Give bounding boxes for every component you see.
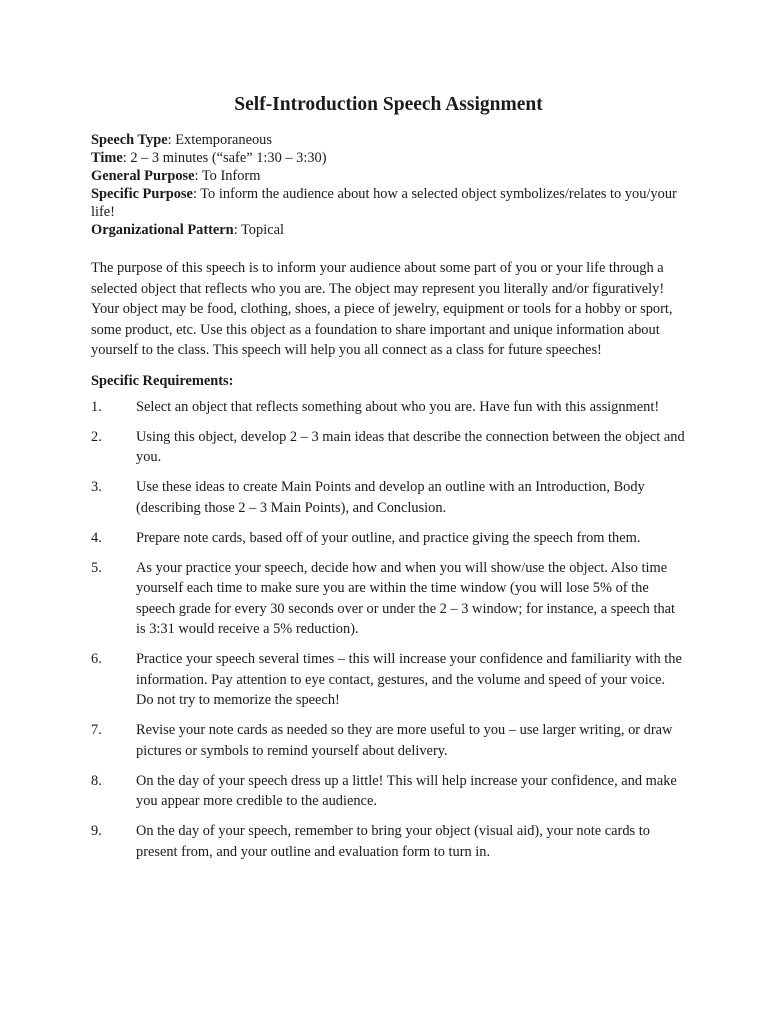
list-item-text: On the day of your speech, remember to bring your object (visual aid), your note cards to present from, and your outline and evaluation form to turn in. [136, 823, 650, 860]
list-item-number: 3. [91, 479, 102, 495]
organizational-pattern-value: : Topical [233, 222, 284, 238]
specific-purpose-value: : To inform the audience about how a selected object symbolizes/relates to you/your life! [91, 186, 677, 220]
specific-purpose-label: Specific Purpose [91, 186, 193, 202]
list-item-number: 6. [91, 651, 102, 667]
time-value: : 2 – 3 minutes (“safe” 1:30 – 3:30) [122, 150, 327, 166]
intro-paragraph: The purpose of this speech is to inform your audience about some part of you or your life through a selected object that reflects who you are. The object may represent you literally and/or figuratively! Your object may be food, clothing, shoes, a piece of jewelry, equipment or tools for a hobby or sport, some product, etc. Use this object as a foundation to share important and unique information about yourself to the class. This speech will help you all connect as a class for future speeches! [91, 260, 673, 358]
list-item-number: 9. [91, 823, 102, 839]
list-item-text: As your practice your speech, decide how and when you will show/use the object. Also time yourself each time to make sure you are within the time window (you will lose 5% of the speech grade for every 30 seconds over or under the 2 – 3 window; for instance, a speech that is 3:31 would receive a 5% reduction). [136, 559, 676, 637]
list-item [91, 558, 686, 640]
list-item [91, 427, 686, 468]
requirements-heading: Specific Requirements: [91, 372, 234, 389]
list-item-number: 7. [91, 722, 102, 738]
list-item [91, 821, 686, 862]
general-purpose-line [91, 167, 686, 185]
requirements-list [91, 397, 686, 863]
list-item-number: 2. [91, 428, 102, 445]
list-item-text: Practice your speech several times – this will increase your confidence and familiarity with the information. Pay attention to eye contact, gestures, and the volume and speed of your voice. Do not try to memorize the speech! [136, 651, 682, 708]
list-item [91, 771, 686, 812]
list-item-text: Select an object that reflects something about who you are. Have fun with this assignment! [136, 398, 660, 415]
organizational-pattern-label: Organizational Pattern [91, 222, 234, 238]
list-item [91, 720, 686, 761]
assignment-details [91, 131, 686, 239]
list-item-text: Using this object, develop 2 – 3 main ideas that describe the connection between the object and you. [136, 428, 685, 465]
list-item [91, 528, 686, 549]
time-label: Time [91, 150, 123, 166]
time-line [91, 149, 686, 167]
speech-type-line [91, 131, 686, 149]
speech-type-label: Speech Type [91, 132, 168, 148]
document-page [91, 92, 686, 872]
list-item-number: 5. [91, 559, 102, 576]
list-item-text: Revise your note cards as needed so they are more useful to you – use larger writing, or draw pictures or symbols to remind yourself about delivery. [136, 722, 673, 759]
list-item [91, 397, 686, 418]
document-title: Self-Introduction Speech Assignment [234, 94, 543, 115]
general-purpose-label: General Purpose [91, 168, 195, 184]
speech-type-value: : Extemporaneous [167, 132, 272, 148]
list-item-number: 8. [91, 772, 102, 789]
list-item [91, 477, 686, 518]
specific-purpose-line [91, 185, 686, 221]
list-item [91, 649, 686, 711]
organizational-pattern-line [91, 221, 686, 239]
list-item-number: 1. [91, 398, 102, 415]
list-item-text: Prepare note cards, based off of your outline, and practice giving the speech from them. [136, 529, 641, 546]
list-item-text: Use these ideas to create Main Points and develop an outline with an Introduction, Body (describing those 2 – 3 Main Points), and Conclusion. [136, 479, 645, 516]
list-item-number: 4. [91, 529, 102, 546]
list-item-text: On the day of your speech dress up a little! This will help increase your confidence, and make you appear more credible to the audience. [136, 772, 677, 809]
general-purpose-value: : To Inform [194, 168, 261, 184]
